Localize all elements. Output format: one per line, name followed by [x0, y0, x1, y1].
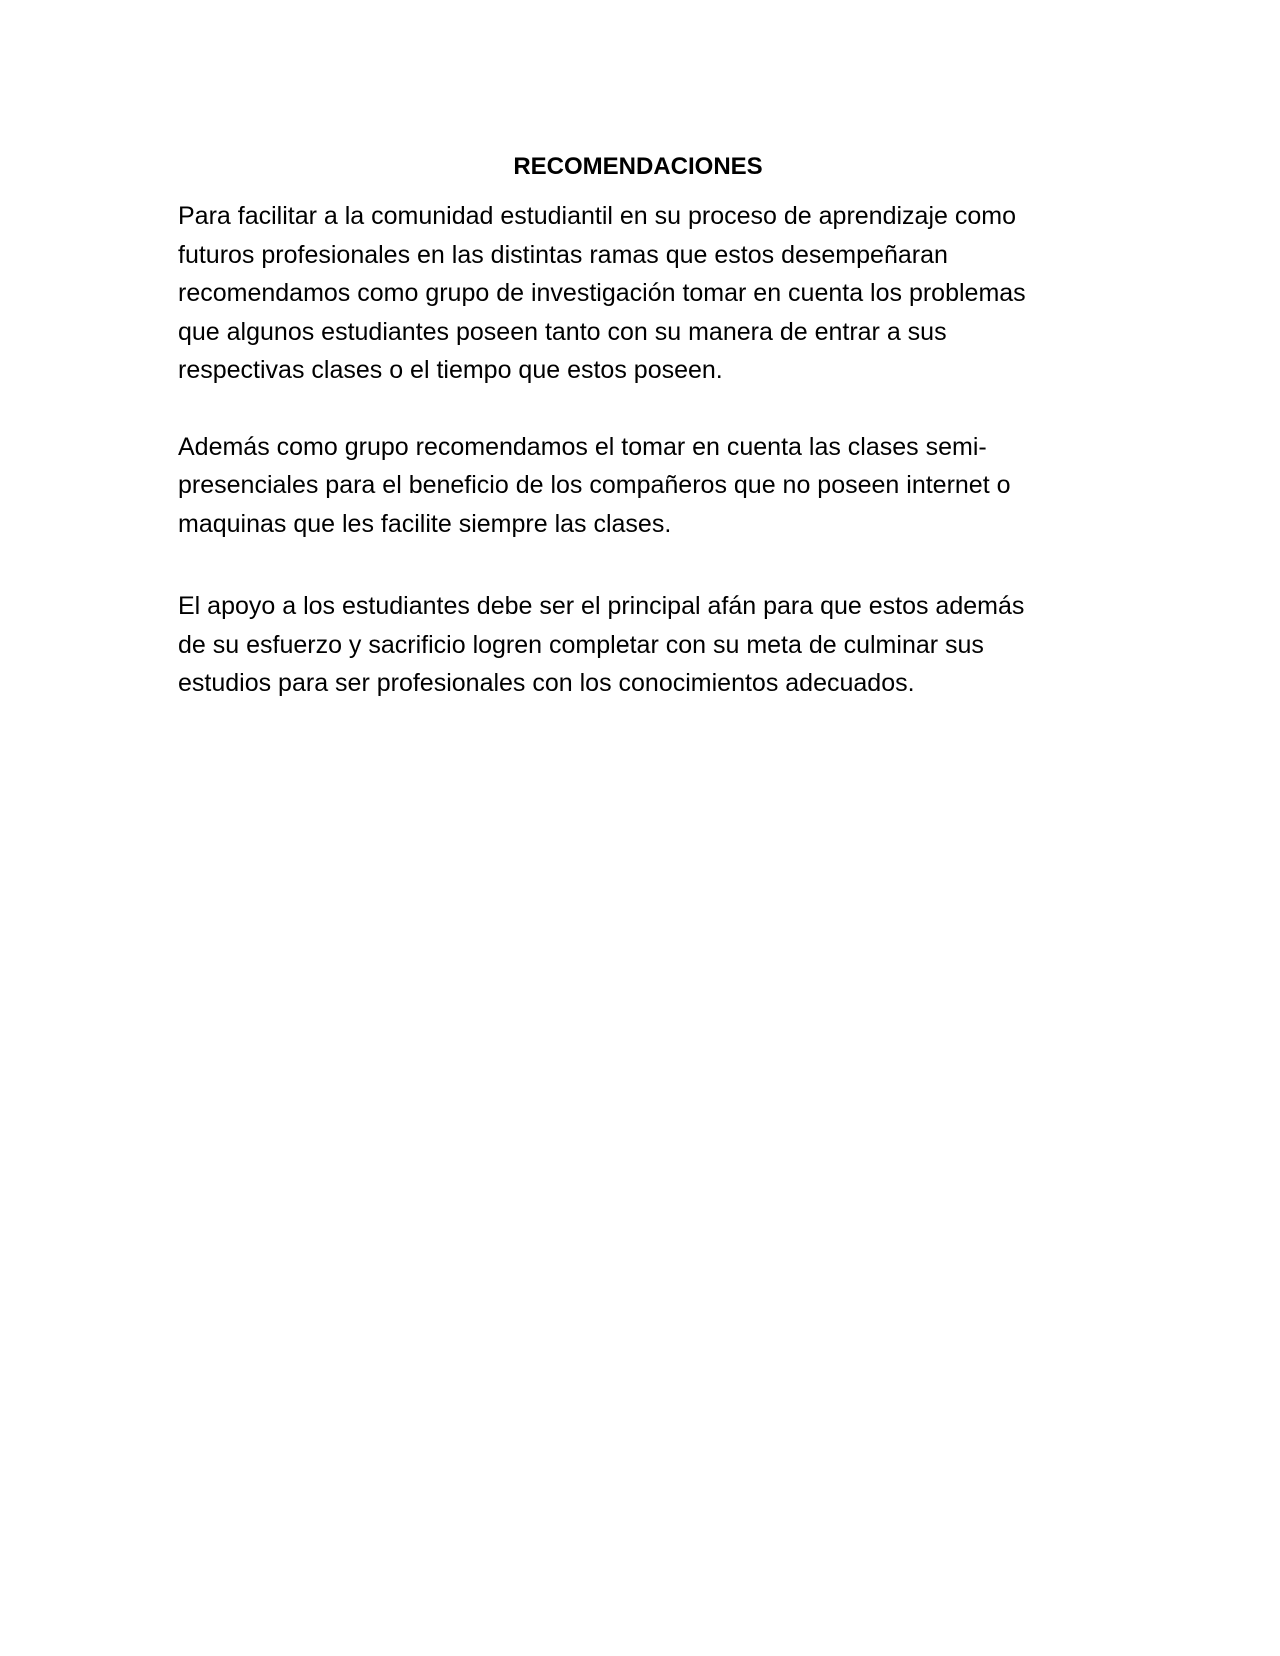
paragraph-1: Para facilitar a la comunidad estudiantil en su proceso de aprendizaje como futuros profesionales en las distintas ramas que estos desempeñaran recomendamos como grupo de investigación tomar en cuenta los problemas que algunos estudiantes poseen tanto con su manera de entrar a sus respectivas clases o el tiempo que estos poseen.: [178, 202, 1026, 384]
paragraph-2: Además como grupo recomendamos el tomar en cuenta las clases semi- presenciales para el beneficio de los compañeros que no poseen internet o maquinas que les facilite siempre las clases.: [178, 432, 1011, 538]
document-title: RECOMENDACIONES: [513, 153, 763, 180]
document-body: [178, 147, 1098, 703]
paragraph-3: El apoyo a los estudiantes debe ser el principal afán para que estos además de su esfuerzo y sacrificio logren completar con su meta de culminar sus estudios para ser profesionales con los conocimientos adecuados.: [178, 592, 1025, 697]
